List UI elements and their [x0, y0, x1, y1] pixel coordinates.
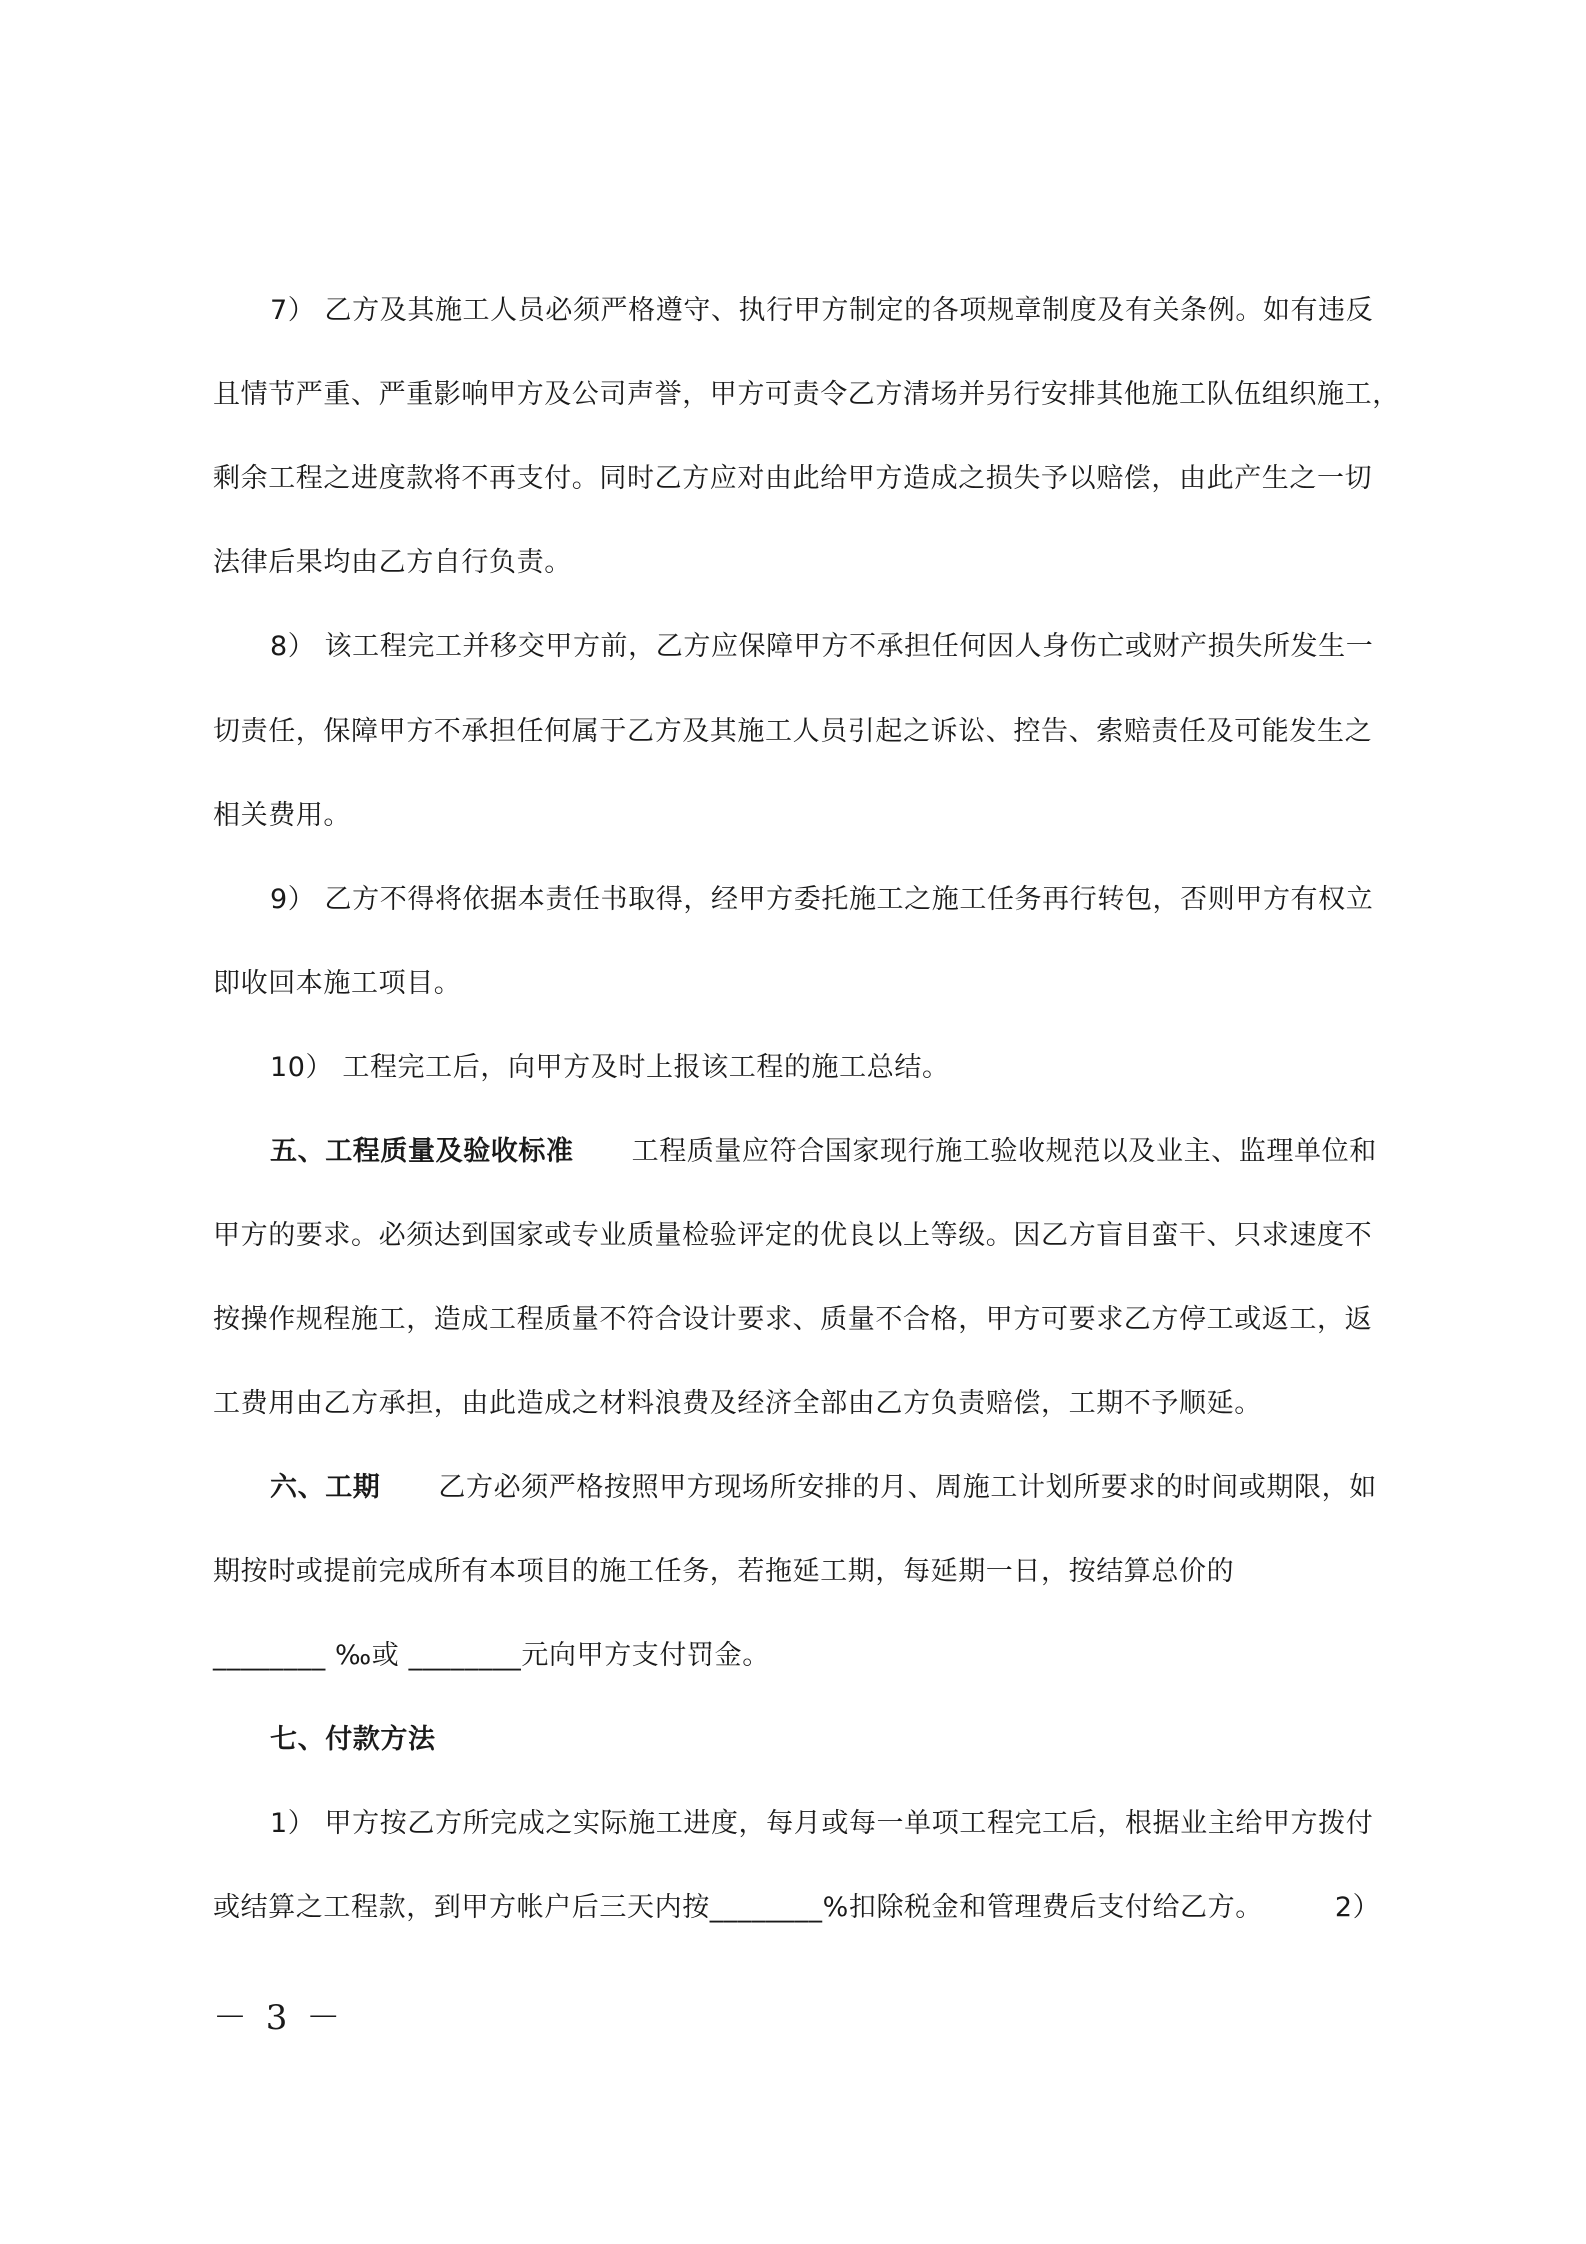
clause-8-line-1: 8） 该工程完工并移交甲方前，乙方应保障甲方不承担任何因人身伤亡或财产损失所发生一: [270, 631, 1374, 662]
section-5-text: 工程质量应符合国家现行施工验收规范以及业主、监理单位和: [631, 1136, 1377, 1167]
section-5-line-1: [270, 1132, 1450, 1172]
section-7-clause-1-text: 或结算之工程款，到甲方帐户后三天内按________%扣除税金和管理费后支付给乙方。: [213, 1892, 1263, 1923]
clause-8-line-3: 相关费用。: [213, 800, 351, 831]
clause-7-line-2: 且情节严重、严重影响甲方及公司声誉，甲方可责令乙方清场并另行安排其他施工队伍组织施工，: [213, 379, 1400, 410]
clause-9-line-1: 9） 乙方不得将依据本责任书取得，经甲方委托施工之施工任务再行转包，否则甲方有权立: [270, 884, 1374, 915]
section-7-clause-1-line-2: [213, 1888, 1393, 1928]
section-7-clause-1-line-1: 1） 甲方按乙方所完成之实际施工进度，每月或每一单项工程完工后，根据业主给甲方拨付: [270, 1808, 1374, 1839]
clause-8-line-2: 切责任，保障甲方不承担任何属于乙方及其施工人员引起之诉讼、控告、索赔责任及可能发生之: [213, 716, 1373, 747]
clause-7-line-1: 7） 乙方及其施工人员必须严格遵守、执行甲方制定的各项规章制度及有关条例。如有违反: [270, 295, 1374, 326]
section-7-heading: 七、付款方法: [270, 1724, 436, 1755]
section-5-line-2: 甲方的要求。必须达到国家或专业质量检验评定的优良以上等级。因乙方盲目蛮干、只求速度不: [213, 1220, 1373, 1251]
section-5-line-4: 工费用由乙方承担，由此造成之材料浪费及经济全部由乙方负责赔偿，工期不予顺延。: [213, 1388, 1262, 1419]
clause-7-line-3: 剩余工程之进度款将不再支付。同时乙方应对由此给甲方造成之损失予以赔偿，由此产生之一切: [213, 463, 1373, 494]
clause-9-line-2: 即收回本施工项目。: [213, 968, 462, 999]
clause-7-line-4: 法律后果均由乙方自行负责。: [213, 547, 572, 578]
page-number: － 3 －: [213, 1998, 345, 2038]
section-6-text: 乙方必须严格按照甲方现场所安排的月、周施工计划所要求的时间或期限，如: [438, 1472, 1377, 1503]
section-5-line-3: 按操作规程施工，造成工程质量不符合设计要求、质量不合格，甲方可要求乙方停工或返工，返: [213, 1304, 1373, 1335]
section-6-heading: 六、工期: [270, 1472, 381, 1503]
clause-10-line-1: 10） 工程完工后，向甲方及时上报该工程的施工总结。: [270, 1052, 950, 1083]
section-6-line-1: [270, 1468, 1450, 1508]
section-5-heading: 五、工程质量及验收标准: [270, 1136, 574, 1167]
section-7-clause-2-number: 2）: [1334, 1892, 1381, 1923]
section-6-line-2: 期按时或提前完成所有本项目的施工任务，若拖延工期，每延期一日，按结算总价的: [213, 1556, 1235, 1587]
section-6-line-3: ________ ‰或 ________元向甲方支付罚金。: [213, 1640, 770, 1671]
